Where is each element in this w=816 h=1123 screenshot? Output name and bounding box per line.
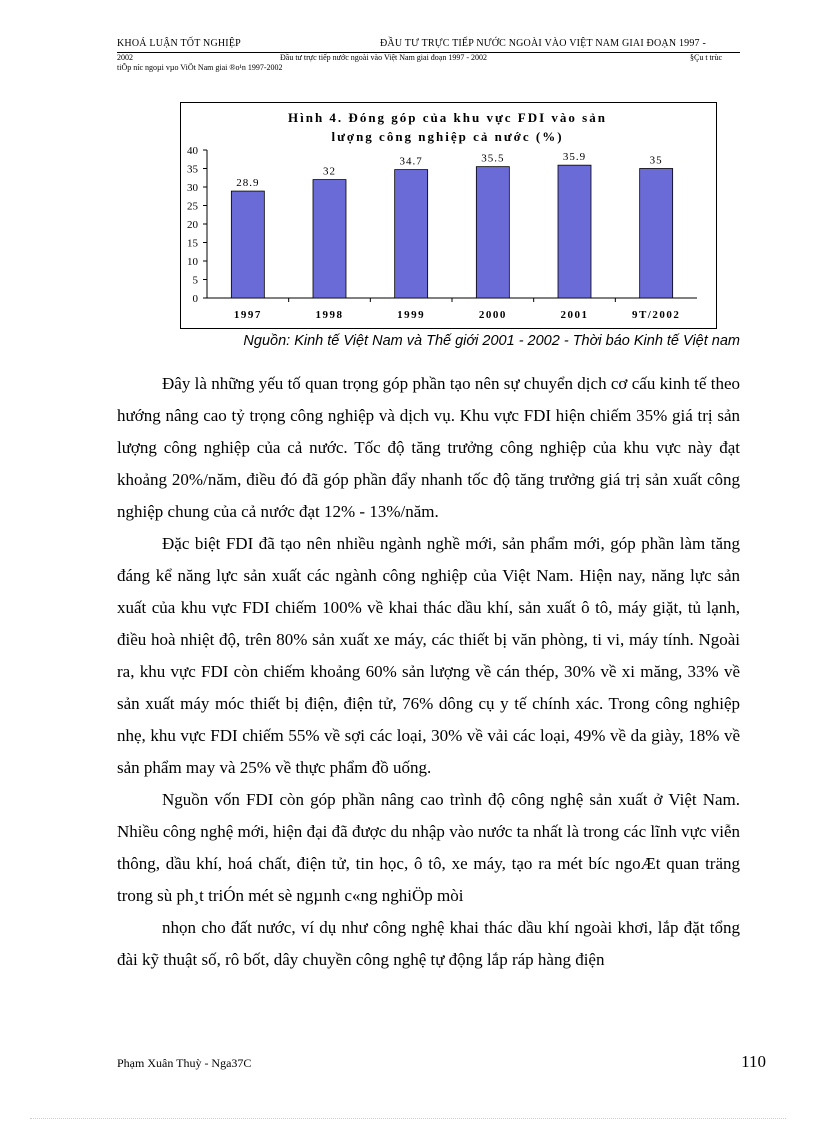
header-right: ĐẦU TƯ TRỰC TIẾP NƯỚC NGOÀI VÀO VIỆT NAM GIAI ĐOẠN 1997 - bbox=[380, 38, 706, 49]
paragraph: nhọn cho đất nước, ví dụ như công nghệ khai thác dầu khí ngoài khơi, lắp đặt tổng đài kỹ thuật số, rô bốt, dây chuyền công nghệ tự động lắp ráp hàng điện bbox=[117, 918, 740, 969]
header-sub-left: 2002 bbox=[117, 53, 133, 62]
chart-title: Hình 4. Đóng góp của khu vực FDI vào sản lượng công nghiệp cả nước (%) bbox=[288, 110, 607, 144]
data-label: 32 bbox=[323, 165, 336, 178]
x-tick-label: 9T/2002 bbox=[631, 309, 681, 321]
bar bbox=[558, 165, 591, 298]
x-tick-label: 1997 bbox=[233, 309, 262, 321]
page-number: 110 bbox=[741, 1052, 766, 1071]
data-label: 35 bbox=[649, 154, 663, 167]
data-label: 28.9 bbox=[236, 177, 260, 190]
y-tick-label: 30 bbox=[187, 182, 198, 194]
x-tick-label: 1998 bbox=[315, 309, 344, 321]
bar bbox=[476, 167, 509, 298]
y-tick-label: 10 bbox=[187, 256, 198, 268]
bar bbox=[313, 180, 346, 298]
bar bbox=[640, 169, 673, 299]
page-bottom-border bbox=[30, 1118, 786, 1119]
header-sub-right: §Çu t trùc bbox=[690, 53, 722, 62]
x-tick-label: 2001 bbox=[560, 309, 589, 321]
bar-chart bbox=[180, 102, 715, 327]
x-tick-label: 2000 bbox=[478, 309, 507, 321]
y-tick-label: 35 bbox=[187, 163, 198, 176]
bar bbox=[231, 191, 264, 298]
y-tick-label: 40 bbox=[187, 145, 198, 157]
chart-source: Nguồn: Kinh tế Việt Nam và Thế giới 2001 - 2002 - Thời báo Kinh tế Việt nam bbox=[243, 333, 740, 349]
header-sub-middle: Đầu tư trực tiếp nước ngoài vào Việt Nam giai đoạn 1997 - 2002 bbox=[280, 53, 488, 62]
y-tick-label: 5 bbox=[192, 274, 198, 287]
paragraph: Nguồn vốn FDI còn góp phần nâng cao trình độ công nghệ sản xuất ở Việt Nam. Nhiều công nghệ mới, hiện đại đã được du nhập vào nước ta nhất là trong các lĩnh vực viễn thông, dầu khí, hoá chất, điện tử, tin học, ô tô, xe máy, tạo ra mét bíc ngoÆt quan träng trong sù ph¸t triÓn mét sè ngµnh c«ng nghiÖp mòi bbox=[117, 790, 740, 905]
header-sub-line2: tiÕp níc ngoµi vµo ViÖt Nam giai ®o¹n 1997-2002 bbox=[117, 63, 283, 72]
data-label: 35.9 bbox=[562, 151, 587, 164]
paragraph: Đặc biệt FDI đã tạo nên nhiều ngành nghề mới, sản phẩm mới, góp phần làm tăng đáng kể năng lực sản xuất các ngành công nghiệp của Việt Nam. Hiện nay, năng lực sản xuất của khu vực FDI chiếm 100% về khai thác dầu khí, sản xuất ô tô, máy giặt, tủ lạnh, điều hoà nhiệt độ, trên 80% sản xuất xe máy, các thiết bị văn phòng, ti vi, máy tính. Ngoài ra, khu vực FDI còn chiếm khoảng 60% sản lượng về cán thép, 30% về xi măng, 33% về sản xuất máy móc thiết bị điện, điện tử, 76% dông cụ y tế chính xác. Trong công nghiệp nhẹ, khu vực FDI chiếm 55% về sợi các loại, 30% về vải các loại, 49% về da giày, 18% về sản phẩm may và 25% về thực phẩm đồ uống. bbox=[117, 534, 740, 777]
y-tick-label: 20 bbox=[187, 219, 198, 231]
y-tick-label: 0 bbox=[192, 293, 198, 305]
data-label: 35.5 bbox=[481, 152, 505, 165]
x-tick-label: 1999 bbox=[397, 309, 426, 321]
paragraph: Đây là những yếu tố quan trọng góp phần tạo nên sự chuyển dịch cơ cấu kinh tế theo hướng nâng cao tỷ trọng công nghiệp và dịch vụ. Khu vực FDI hiện chiếm 35% giá trị sản lượng công nghiệp của cả nước. Tốc độ tăng trưởng công nghiệp của khu vực này đạt khoảng 20%/năm, điều đó đã góp phần đẩy nhanh tốc độ tăng trưởng giá trị sản xuất công nghiệp chung của cả nước đạt 12% - 13%/năm. bbox=[117, 374, 740, 521]
bar bbox=[395, 170, 428, 298]
body-text bbox=[117, 368, 740, 976]
header-left: KHOÁ LUẬN TỐT NGHIỆP bbox=[117, 38, 241, 49]
data-label: 34.7 bbox=[399, 155, 423, 168]
y-tick-label: 25 bbox=[187, 200, 198, 213]
y-tick-label: 15 bbox=[187, 237, 198, 250]
footer-author: Phạm Xuân Thuỳ - Nga37C bbox=[117, 1056, 252, 1070]
